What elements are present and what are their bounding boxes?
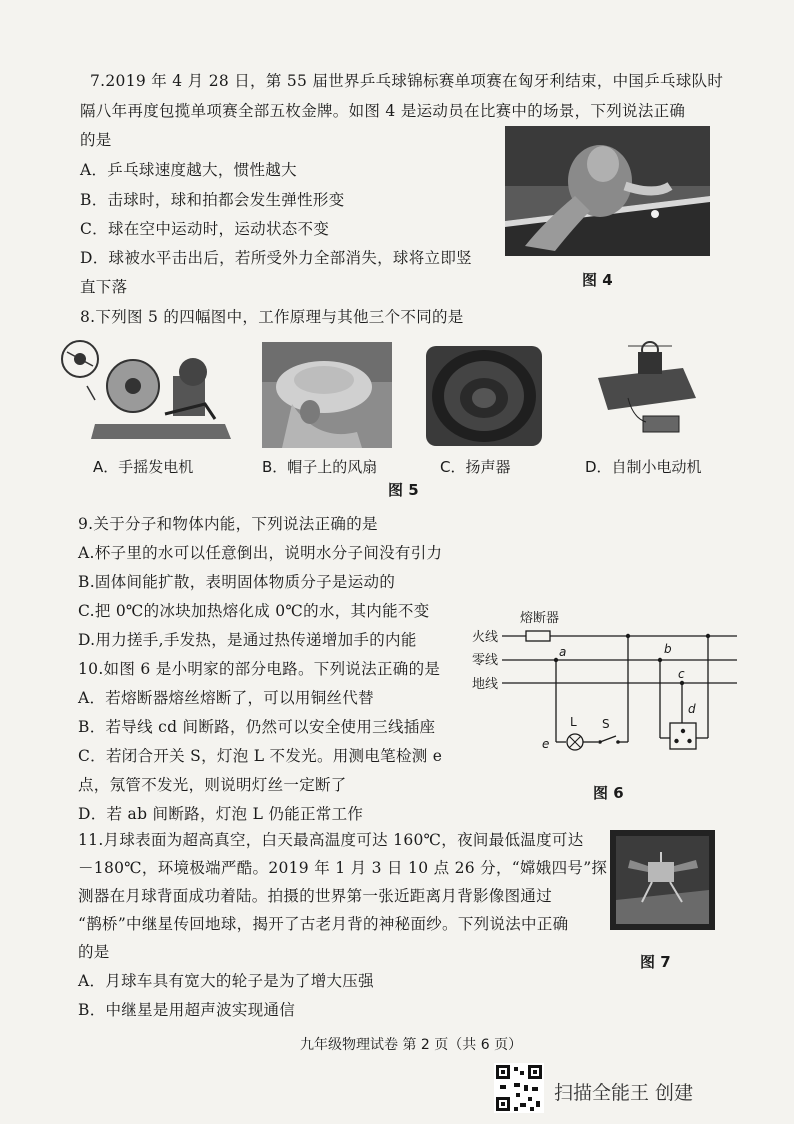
q7-option-a: A．乒乓球速度越大，惯性越大 — [80, 161, 297, 179]
q10-option-c: C．若闭合开关 S，灯泡 L 不发光。用测电笔检测 e — [78, 747, 443, 765]
point-a-label: a — [559, 645, 567, 659]
q7-stem-line3: 的是 — [80, 131, 112, 149]
qr-code-icon — [494, 1063, 544, 1113]
figure-4-table-tennis-photo — [505, 126, 710, 256]
page-footer: 九年级物理试卷 第 2 页（共 6 页） — [300, 1037, 523, 1053]
q10-option-c-cont: 点，氖管不发光，则说明灯丝一定断了 — [78, 776, 347, 794]
circuit-fuse-label: 熔断器 — [520, 611, 560, 626]
q10-option-b: B．若导线 cd 间断路，仍然可以安全使用三线插座 — [78, 718, 436, 736]
q11-stem-line4: “鹊桥”中继星传回地球，揭开了古老月背的神秘面纱。下列说法中正确 — [78, 915, 569, 933]
circuit-live-label: 火线 — [472, 630, 499, 645]
point-c-label: c — [678, 667, 685, 681]
point-e-label: e — [542, 737, 550, 751]
figure-4-label: 图 4 — [582, 271, 613, 289]
q8-caption-a: A．手摇发电机 — [93, 458, 194, 476]
figure-7-lunar-rover-photo — [610, 830, 715, 930]
q11-option-a: A．月球车具有宽大的轮子是为了增大压强 — [78, 972, 374, 990]
figure-5a-hand-generator — [55, 334, 235, 449]
q11-stem-line5: 的是 — [78, 943, 110, 961]
point-d-label: d — [688, 702, 696, 716]
q8-caption-d: D．自制小电动机 — [585, 458, 702, 476]
q9-option-a: A.杯子里的水可以任意倒出，说明水分子间没有引力 — [78, 544, 443, 562]
q8-stem: 8.下列图 5 的四幅图中，工作原理与其他三个不同的是 — [80, 308, 464, 326]
q11-stem-line3: 测器在月球背面成功着陆。拍摄的世界第一张近距离月背影像图通过 — [78, 887, 553, 905]
q9-option-b: B.固体间能扩散，表明固体物质分子是运动的 — [78, 573, 396, 591]
figure-7-label: 图 7 — [640, 953, 671, 971]
q7-stem-line1: 7.2019 年 4 月 28 日，第 55 届世界乒乓球锦标赛单项赛在匈牙利结束，中国乒乓球队时 — [90, 72, 724, 90]
q8-caption-b: B．帽子上的风扇 — [262, 458, 378, 476]
q7-stem-line2: 隔八年再度包揽单项赛全部五枚金牌。如图 4 是运动员在比赛中的场景，下列说法正确 — [80, 102, 686, 120]
circuit-neutral-label: 零线 — [472, 653, 499, 668]
figure-5b-hat-fan — [262, 342, 392, 448]
figure-6-circuit-diagram — [462, 606, 747, 764]
q7-option-c: C．球在空中运动时，运动状态不变 — [80, 220, 330, 238]
three-pin-socket-symbol — [670, 723, 696, 749]
q8-caption-c: C．扬声器 — [440, 458, 511, 476]
q9-option-d: D.用力搓手,手发热，是通过热传递增加手的内能 — [78, 631, 417, 649]
circuit-ground-label: 地线 — [472, 677, 499, 692]
q11-stem-line2: －180℃，环境极端严酷。2019 年 1 月 3 日 10 点 26 分，“嫦娥四号”探 — [78, 859, 608, 877]
lamp-label: L — [570, 715, 577, 729]
camscanner-watermark: 扫描全能王 创建 — [554, 1082, 694, 1104]
q10-option-a: A．若熔断器熔丝熔断了，可以用铜丝代替 — [78, 689, 374, 707]
q7-option-d-cont: 直下落 — [80, 278, 128, 296]
switch-symbol — [600, 736, 616, 742]
figure-5-label: 图 5 — [388, 481, 419, 499]
point-b-label: b — [664, 642, 672, 656]
switch-label: S — [602, 717, 610, 731]
q10-option-d: D．若 ab 间断路，灯泡 L 仍能正常工作 — [78, 805, 364, 823]
q9-option-c: C.把 0℃的冰块加热熔化成 0℃的水，其内能不变 — [78, 602, 430, 620]
q9-stem: 9.关于分子和物体内能，下列说法正确的是 — [78, 515, 378, 533]
figure-5c-loudspeaker — [418, 340, 550, 452]
figure-5d-homemade-motor — [588, 338, 698, 438]
q7-option-d: D．球被水平击出后，若所受外力全部消失，球将立即竖 — [80, 249, 472, 267]
q7-option-b: B．击球时，球和拍都会发生弹性形变 — [80, 191, 345, 209]
q11-option-b: B．中继星是用超声波实现通信 — [78, 1001, 296, 1019]
q11-stem-line1: 11.月球表面为超高真空，白天最高温度可达 160℃，夜间最低温度可达 — [78, 831, 584, 849]
q10-stem: 10.如图 6 是小明家的部分电路。下列说法正确的是 — [78, 660, 441, 678]
fuse-symbol — [526, 631, 550, 641]
figure-6-label: 图 6 — [593, 784, 624, 802]
